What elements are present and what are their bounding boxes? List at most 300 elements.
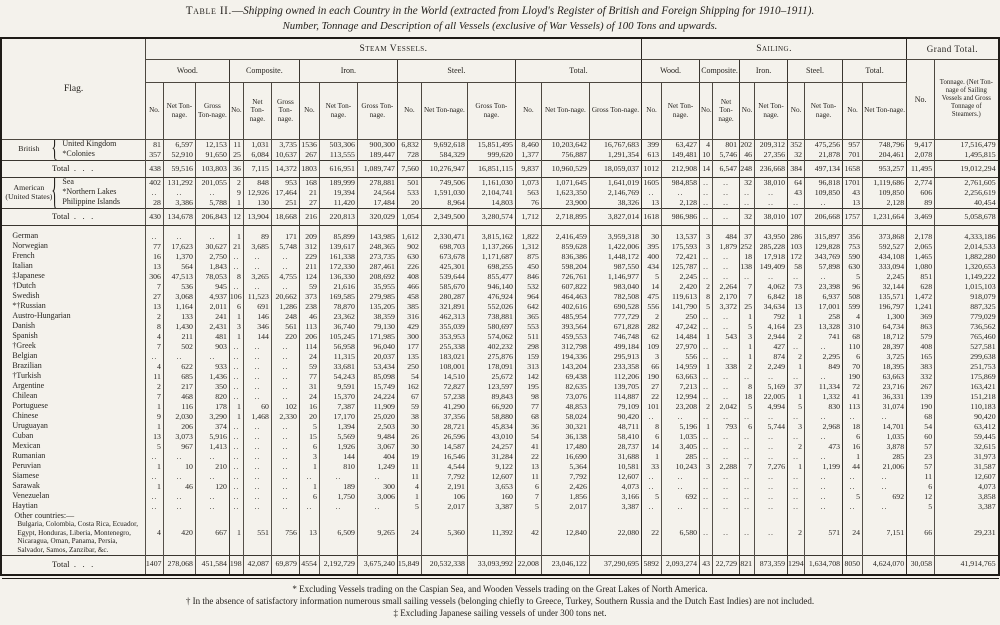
table-row [1,272,998,282]
cell: 1,495,815 [935,150,999,161]
cell: 27,970 [662,342,700,352]
flag-label: French [1,252,145,262]
cell: 172 [788,252,805,262]
cell: 96 [843,282,863,292]
table-row [1,392,998,402]
cell: 217 [163,382,195,392]
cell: 21,006 [863,462,907,472]
cell: 209,312 [755,139,788,150]
cell: 81 [145,139,163,150]
cell: .. [805,482,843,492]
cell: 1,591,030 [421,188,467,198]
cell: 11 [397,462,421,472]
cell: 1,320,653 [935,262,999,272]
cell: .. [713,188,740,198]
cell: .. [229,282,243,292]
cell: 306 [145,272,163,282]
flag-label: Austro-Hungarian [1,312,145,322]
cell: 6 [642,432,662,442]
cell: 28 [145,198,163,209]
cell: .. [788,482,805,492]
cell: 3,653 [467,482,515,492]
cell: .. [700,198,713,209]
cell: .. [755,492,788,502]
cell: 31,284 [467,452,515,462]
cell: 1,882,280 [935,252,999,262]
cell: .. [662,482,700,492]
cell: 561 [271,322,299,332]
col-header-no: No. [740,82,755,139]
cell: 12,926 [243,188,271,198]
cell: 450 [515,262,541,272]
cell: 3,405 [662,442,700,452]
cell: 874 [755,352,788,362]
cell: 23,900 [541,198,589,209]
cell: .. [740,272,755,282]
cell: .. [195,352,229,362]
cell: 5,788 [195,198,229,209]
cell: 1,035 [863,432,907,442]
cell: 1 [229,225,243,242]
cell: 4,073 [589,482,641,492]
cell: 846 [515,272,541,282]
cell: 38,359 [357,312,397,322]
cell: 10 [700,150,713,161]
cell: 77 [145,242,163,252]
cell: 280,287 [421,292,467,302]
cell: .. [755,372,788,382]
cell: 79,109 [589,402,641,412]
cell: 20,532,338 [421,555,467,575]
cell: 17,484 [357,198,397,209]
cell: 13 [145,302,163,312]
flag-label: ‡Japanese [1,272,145,282]
cell: .. [243,252,271,262]
cell: 33,681 [319,362,357,372]
cell: 141,790 [662,302,700,312]
cell: 14,959 [662,362,700,372]
cell: 25 [740,302,755,312]
cell: 248,365 [357,242,397,252]
cell: .. [843,502,863,512]
cell: 3,685 [243,242,271,252]
cell: 887,325 [935,302,999,312]
cell: 24 [299,392,319,402]
cell: 3,858 [935,492,999,502]
header-steam-composite: Composite. [229,59,299,82]
cell: .. [243,262,271,272]
cell: 103,803 [195,160,229,177]
cell: 14,803 [467,198,515,209]
cell: 356 [843,225,863,242]
footnotes [0,583,1000,619]
cell: 16,690 [541,452,589,462]
cell: 2 [700,402,713,412]
cell: 451,584 [195,555,229,575]
cell: 21,616 [319,282,357,292]
cell: .. [843,412,863,422]
cell: 76 [515,198,541,209]
cell: 241 [195,312,229,322]
cell: 313 [515,362,541,372]
cell: 13,328 [805,322,843,332]
cell: 1,300 [863,312,907,322]
cell: .. [700,372,713,382]
cell: 7,792 [421,472,467,482]
cell: 8 [740,382,755,392]
cell: 30 [397,422,421,432]
cell: .. [740,512,755,555]
cell: .. [740,188,755,198]
title-main: Shipping owned in each Country in the World (extracted from Lloyd's Register of British and Foreign Shipping for 1910–1911). [243,5,815,17]
cell: 1,146,977 [589,272,641,282]
cell: 47,513 [163,272,195,282]
cell: 189 [319,482,357,492]
cell: 206 [299,332,319,342]
cell: 374 [195,422,229,432]
cell: 667 [195,512,229,555]
cell: .. [243,382,271,392]
cell: 6,084 [243,150,271,161]
cell: .. [195,492,229,502]
cell: 15,370 [319,392,357,402]
cell: 14,701 [863,422,907,432]
cell: 902 [397,242,421,252]
cell: 9,837 [515,160,541,177]
cell: 40,454 [935,198,999,209]
cell: 599 [843,302,863,312]
cell: 138 [740,262,755,272]
cell: 12,607 [935,472,999,482]
col-header-no: No. [788,82,805,139]
cell: 6 [229,302,243,312]
col-header-net: Net Ton-nage. [805,82,843,139]
cell: 124 [299,272,319,282]
cell: 17,480 [541,442,589,452]
cell: 216 [299,208,319,225]
cell: 2,295 [805,352,843,362]
cell: 116 [163,402,195,412]
cell: 945 [195,282,229,292]
header-grand-no: No. [907,59,935,139]
table-row [1,242,998,252]
cell: 36,138 [541,432,589,442]
cell: .. [243,452,271,462]
cell: .. [163,452,195,462]
cell: .. [700,472,713,482]
cell: 14,510 [421,372,467,382]
table-row [1,312,998,322]
cell: 9,484 [357,432,397,442]
cell: 24,257 [467,442,515,452]
table-row [1,555,998,575]
cell: .. [788,272,805,282]
cell: 383 [907,362,935,372]
col-header-no: No. [397,82,421,139]
cell: .. [229,342,243,352]
cell: 2,420 [662,282,700,292]
flag-label: Mexican [1,442,145,452]
header-sailing-wood: Wood. [642,59,700,82]
cell: 135 [397,352,421,362]
cell: .. [271,432,299,442]
cell: .. [700,252,713,262]
cell: .. [700,262,713,272]
cell: 464,463 [541,292,589,302]
cell: .. [357,472,397,482]
cell: 5,746 [713,150,740,161]
cell: 1294 [788,555,805,575]
cell: 7 [740,462,755,472]
cell: 4,073 [935,482,999,492]
flag-label: Haytian [1,502,145,512]
cell: 532 [515,282,541,292]
cell: 1 [740,342,755,352]
cell: 113,555 [319,150,357,161]
cell: .. [755,442,788,452]
cell: .. [755,472,788,482]
cell: 273,735 [357,252,397,262]
cell: 28,721 [421,422,467,432]
cell: 315,897 [805,225,843,242]
cell: 23 [788,322,805,332]
cell: 143,204 [541,362,589,372]
cell: .. [713,452,740,462]
header-steam-iron: Iron. [299,59,397,82]
cell: 298 [515,342,541,352]
cell: 2,017 [541,502,589,512]
cell: 4 [145,512,163,555]
cell: 1,422,006 [589,242,641,252]
cell: 23,046,122 [541,555,589,575]
table-row [1,225,998,242]
cell: 957 [843,139,863,150]
cell: .. [755,188,788,198]
cell: 32 [788,150,805,161]
cell: 190 [907,402,935,412]
cell: .. [700,452,713,462]
cell: 1 [788,462,805,472]
cell: 967 [163,442,195,452]
cell: 691 [243,302,271,312]
cell: .. [229,452,243,462]
cell: 475,256 [805,139,843,150]
cell: 20 [397,198,421,209]
cell: 5 [515,502,541,512]
cell: 1,241 [907,302,935,312]
cell: .. [229,462,243,472]
cell: .. [163,472,195,482]
cell: .. [740,372,755,382]
cell: .. [713,372,740,382]
cell: .. [788,412,805,422]
cell: 72,421 [662,252,700,262]
cell: .. [788,492,805,502]
table-row [1,177,998,188]
cell: 31,587 [935,462,999,472]
cell: 226 [397,262,421,272]
cell: 286 [788,225,805,242]
cell: .. [713,442,740,452]
cell: 395 [642,242,662,252]
cell: 473 [805,442,843,452]
cell: 60 [243,402,271,412]
cell: 14,372 [271,160,299,177]
title-subtitle: Number, Tonnage and Description of all Vessels (exclusive of War Vessels) of 100 Tons and upwards. [282,19,718,32]
cell: 190 [642,372,662,382]
cell: 38,326 [589,198,641,209]
cell: 402 [145,177,163,188]
cell: 556 [642,302,662,312]
cell: 6,580 [662,512,700,555]
cell: 41 [843,392,863,402]
cell: .. [700,432,713,442]
cell: 73 [788,282,805,292]
cell: 66,920 [467,402,515,412]
cell: 2,078 [907,150,935,161]
cell: .. [229,442,243,452]
cell: 438 [145,160,163,177]
cell: 57 [907,442,935,452]
cell: 499,184 [589,342,641,352]
cell: 79,130 [357,322,397,332]
cell: 746,748 [589,332,641,342]
cell: .. [700,352,713,362]
cell: .. [740,432,755,442]
cell: 248 [271,312,299,322]
cell: 37,356 [421,412,467,422]
cell: 502 [163,342,195,352]
cell: 402,616 [541,302,589,312]
cell: 1407 [145,555,163,575]
header-sailing-total: Total. [843,59,907,82]
cell: 45,834 [467,422,515,432]
table-row [1,332,998,342]
cell: 1701 [843,177,863,188]
cell: 114 [299,342,319,352]
cell: 42 [515,512,541,555]
cell: .. [740,452,755,462]
table-row [1,150,998,161]
cell: .. [713,512,740,555]
header-sailing-iron: Iron. [740,59,788,82]
flag-label: German [1,225,145,242]
cell: 2 [229,177,243,188]
cell: 11 [145,372,163,382]
cell: 6,842 [755,292,788,302]
cell: 5 [843,492,863,502]
cell: 1 [299,462,319,472]
cell: 18 [788,292,805,302]
cell: 1,468 [243,412,271,422]
cell: 312,798 [541,342,589,352]
cell: 23 [907,452,935,462]
cell: 1,199 [805,462,843,472]
cell: 466 [397,282,421,292]
cell: 552,026 [467,302,515,312]
cell: 22,008 [515,555,541,575]
cell: .. [229,252,243,262]
cell: 3,815,162 [467,225,515,242]
cell: .. [243,352,271,362]
cell: 103 [788,242,805,252]
cell: 14 [642,282,662,292]
cell: 178 [195,402,229,412]
cell: 1,448,172 [589,252,641,262]
cell: 19,012,294 [935,160,999,177]
cell: .. [700,208,713,225]
cell: 1 [229,198,243,209]
cell: 34,634 [755,302,788,312]
cell: 574,062 [467,332,515,342]
cell: .. [271,342,299,352]
cell: .. [713,392,740,402]
cell: .. [243,482,271,492]
cell: 238 [299,302,319,312]
cell: 429 [397,322,421,332]
cell: 160 [467,492,515,502]
cell: 2,968 [805,422,843,432]
cell: 584,329 [421,150,467,161]
cell: 2,192,729 [319,555,357,575]
cell: 8050 [843,555,863,575]
cell: 110,183 [935,402,999,412]
cell: .. [713,432,740,442]
cell: 78,870 [319,302,357,312]
cell: .. [788,342,805,352]
cell: 607,822 [541,282,589,292]
cell: 279,985 [357,292,397,302]
cell: 903 [195,342,229,352]
cell: .. [788,502,805,512]
cell: 1 [229,412,243,422]
cell: 58 [788,262,805,272]
flag-group-label: American (United States) { [1,177,59,208]
table-number: Table II. [185,5,232,17]
cell: .. [863,472,907,482]
cell: 14 [642,442,662,452]
cell: 8 [642,422,662,432]
cell: 251 [271,198,299,209]
flag-label: Total . . [1,555,145,575]
cell: 9 [145,412,163,422]
cell: 1,634,708 [805,555,843,575]
cell: 385 [397,302,421,312]
cell: .. [700,322,713,332]
cell: 1,822 [515,225,541,242]
cell: 11 [907,472,935,482]
cell: 2 [788,442,805,452]
cell: 690,528 [589,302,641,312]
col-header-no: No. [642,82,662,139]
cell: 4554 [299,555,319,575]
table-row [1,188,998,198]
cell: .. [662,188,700,198]
cell: 2,065 [907,242,935,252]
cell: 62 [642,332,662,342]
cell: 3 [700,225,713,242]
cell: 13 [145,432,163,442]
cell: 726,761 [541,272,589,282]
cell: .. [843,482,863,492]
cell: 4 [145,362,163,372]
cell: 206,668 [805,208,843,225]
cell: 779,029 [935,312,999,322]
cell: 162 [397,382,421,392]
cell: 36,740 [319,322,357,332]
cell: 168 [299,177,319,188]
cell: 9,692,618 [421,139,467,150]
